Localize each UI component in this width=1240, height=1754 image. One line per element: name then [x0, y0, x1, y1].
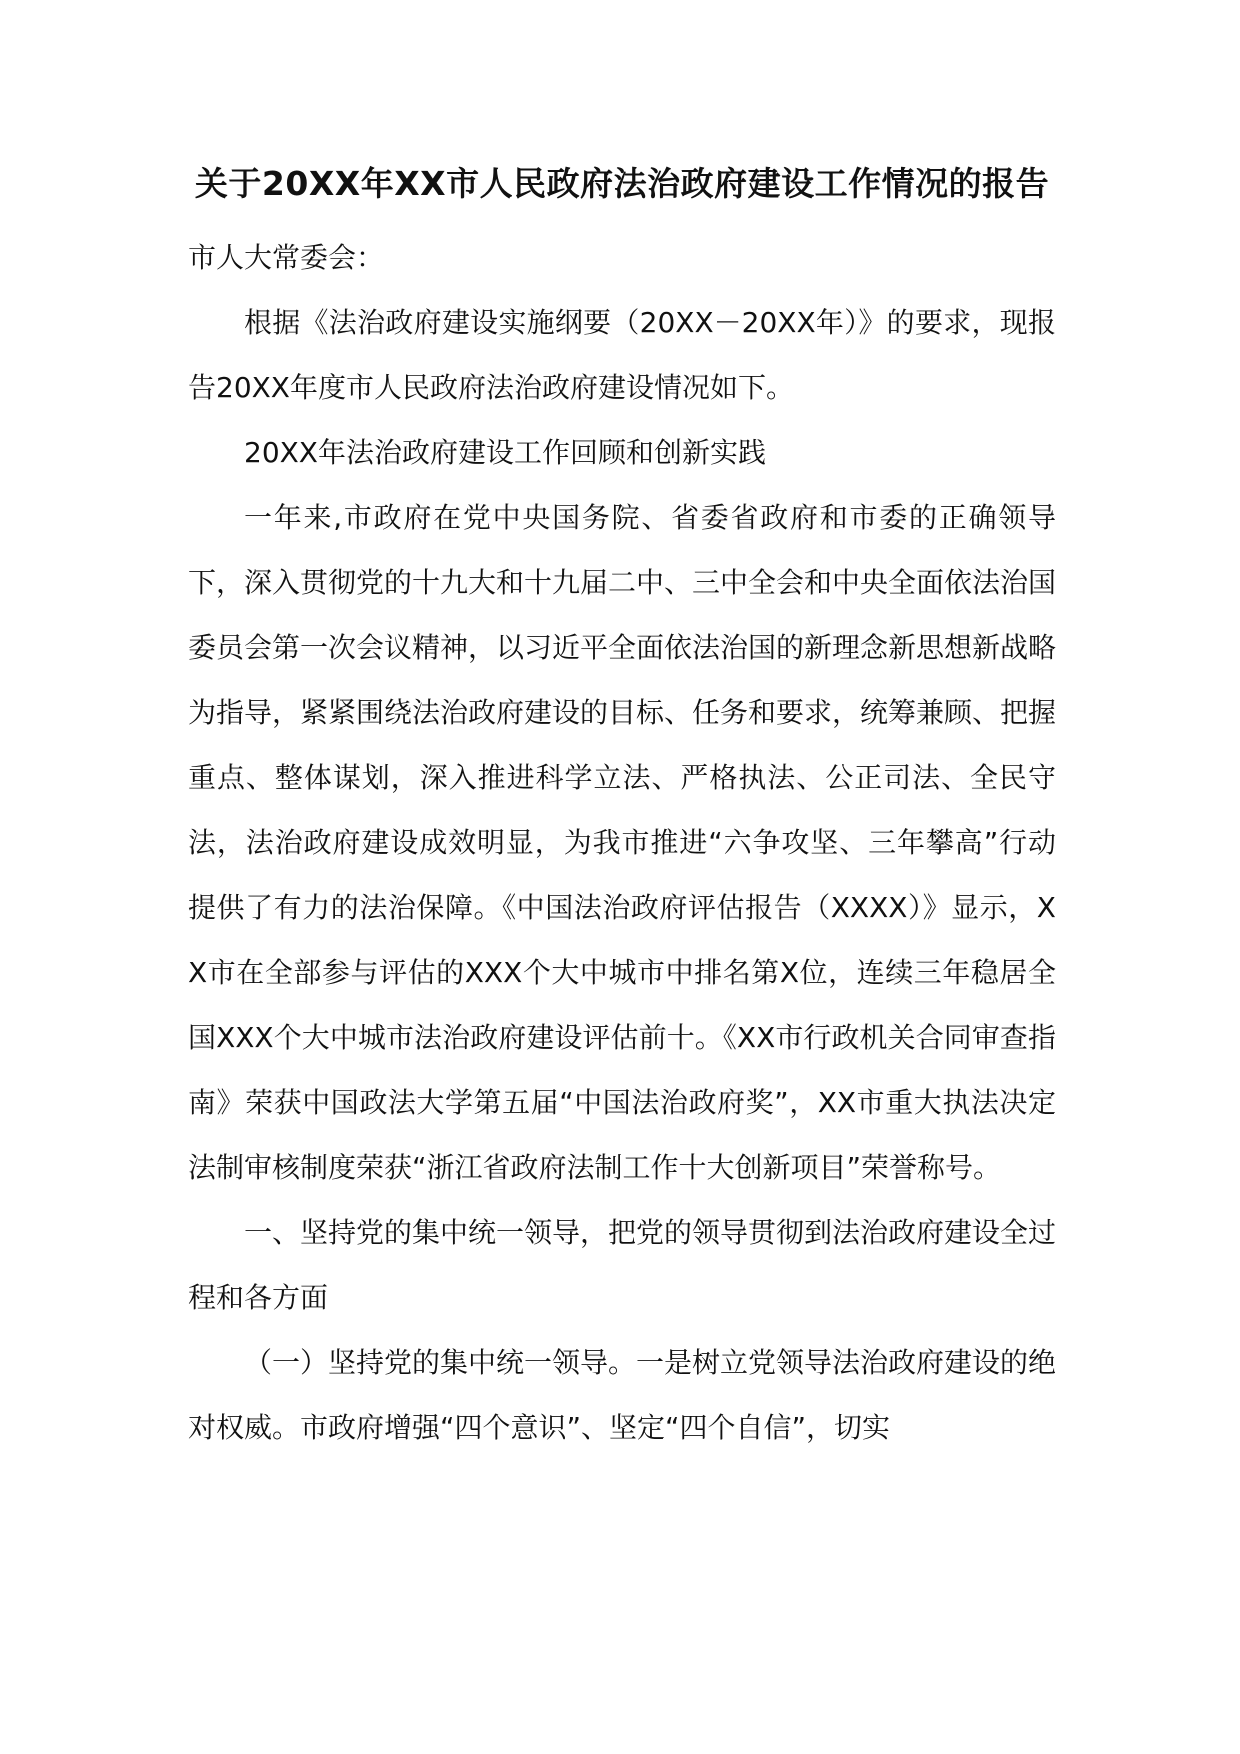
document-title: 关于20XX年XX市人民政府法治政府建设工作情况的报告: [194, 164, 1050, 203]
paragraph-subsection-one: （一）坚持党的集中统一领导。一是树立党领导法治政府建设的绝对权威。市政府增强“四个意识”、坚定“四个自信”，切实: [188, 1346, 1057, 1444]
section-heading-review: 20XX年法治政府建设工作回顾和创新实践: [244, 436, 766, 469]
salutation: 市人大常委会：: [188, 241, 385, 274]
section-heading-one: 一、坚持党的集中统一领导，把党的领导贯彻到法治政府建设全过程和各方面: [188, 1216, 1057, 1314]
paragraph-summary: 一年来,市政府在党中央国务院、省委省政府和市委的正确领导下，深入贯彻党的十九大和十九届二中、三中全会和中央全面依法治国委员会第一次会议精神，以习近平全面依法治国的新理念新思想新战略为指导，紧紧围绕法治政府建设的目标、任务和要求，统筹兼顾、把握重点、整体谋划，深入推进科学立法、严格执法、公正司法、全民守法，法治政府建设成效明显，为我市推进“六争攻坚、三年攀高”行动提供了有力的法治保障。《中国法治政府评估报告（XXXX）》显示，XX市在全部参与评估的XXX个大中城市中排名第X位，连续三年稳居全国XXX个大中城市法治政府建设评估前十。《XX市行政机关合同审查指南》荣获中国政法大学第五届“中国法治政府奖”，XX市重大执法决定法制审核制度荣获“浙江省政府法制工作十大创新项目”荣誉称号。: [188, 501, 1057, 1184]
document-page: [188, 150, 1056, 1460]
paragraph-intro: 根据《法治政府建设实施纲要（20XX－20XX年）》的要求，现报告20XX年度市人民政府法治政府建设情况如下。: [188, 306, 1056, 404]
